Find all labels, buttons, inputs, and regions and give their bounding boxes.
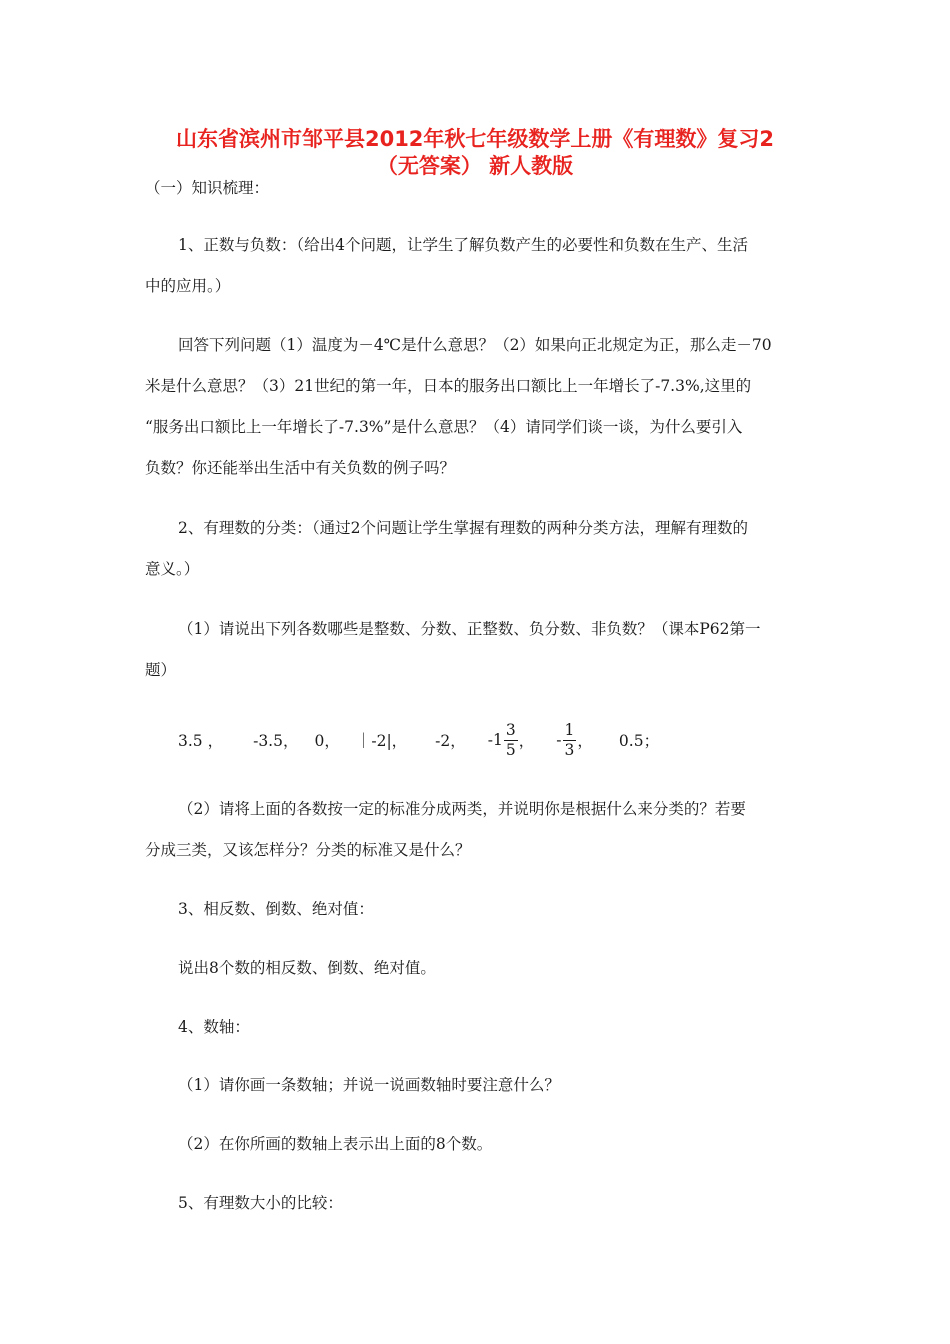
mixed-number-whole: -1	[487, 731, 503, 749]
fraction-denominator: 3	[564, 740, 575, 759]
paragraph-classification-line1: 2、有理数的分类：（通过2个问题让学生掌握有理数的两种分类方法，理解有理数的	[178, 519, 748, 537]
paragraph-draw-number-line: （1）请你画一条数轴；并说一说画数轴时要注意什么？	[178, 1076, 560, 1094]
heading-number-line: 4、数轴：	[178, 1018, 250, 1036]
paragraph-exercise2-line2: 分成三类，又该怎样分？分类的标准又是什么？	[145, 841, 471, 859]
paragraph-exercise1-line2: 题）	[145, 661, 177, 679]
heading-opposite-reciprocal-absolute: 3、相反数、倒数、绝对值：	[178, 900, 374, 918]
paragraph-questions-line4: 负数？你还能举出生活中有关负数的例子吗？	[145, 459, 456, 477]
fraction-denominator: 5	[505, 740, 516, 759]
fraction-numerator: 1	[564, 720, 575, 739]
paragraph-positive-negative-line2: 中的应用。）	[145, 277, 231, 295]
paragraph-mark-numbers: （2）在你所画的数轴上表示出上面的8个数。	[178, 1135, 493, 1153]
paragraph-classification-line2: 意义。）	[145, 560, 200, 578]
document-title-line2: （无答案） 新人教版	[376, 154, 574, 178]
number-item: -3.5，	[253, 732, 299, 750]
separator: ，	[518, 732, 535, 750]
number-item: 3.5 ，	[178, 732, 224, 750]
paragraph-positive-negative-line1: 1、正数与负数：（给出4个问题，让学生了解负数产生的必要性和负数在生产、生活	[178, 236, 748, 254]
section-heading: （一）知识梳理：	[145, 179, 270, 197]
paragraph-eight-numbers: 说出8个数的相反数、倒数、绝对值。	[178, 959, 436, 977]
number-item: 0，	[314, 732, 340, 750]
fraction	[504, 721, 518, 760]
paragraph-questions-line1: 回答下列问题（1）温度为－4℃是什么意思？（2）如果向正北规定为正，那么走－70	[178, 336, 772, 354]
heading-compare-rationals: 5、有理数大小的比较：	[178, 1194, 343, 1212]
fraction-sign: -	[556, 731, 562, 749]
paragraph-questions-line2: 米是什么意思？（3）21世纪的第一年，日本的服务出口额比上一年增长了-7.3%,这里的	[145, 377, 752, 395]
number-item: 0.5；	[618, 732, 660, 750]
paragraph-exercise2-line1: （2）请将上面的各数按一定的标准分成两类，并说明你是根据什么来分类的？若要	[178, 800, 746, 818]
document-title-line1: 山东省滨州市邹平县2012年秋七年级数学上册《有理数》复习2	[175, 127, 775, 151]
fraction	[563, 721, 577, 760]
separator: ，	[577, 732, 593, 750]
paragraph-questions-line3: “服务出口额比上一年增长了-7.3%”是什么意思？（4）请同学们谈一谈，为什么要引入	[145, 418, 743, 436]
number-item: -2，	[435, 732, 466, 750]
paragraph-exercise1-line1: （1）请说出下列各数哪些是整数、分数、正整数、负分数、非负数？（课本P62第一	[178, 620, 761, 638]
number-list	[178, 718, 659, 762]
fraction-numerator: 3	[505, 720, 516, 739]
number-item: ｜-2|，	[355, 732, 408, 750]
